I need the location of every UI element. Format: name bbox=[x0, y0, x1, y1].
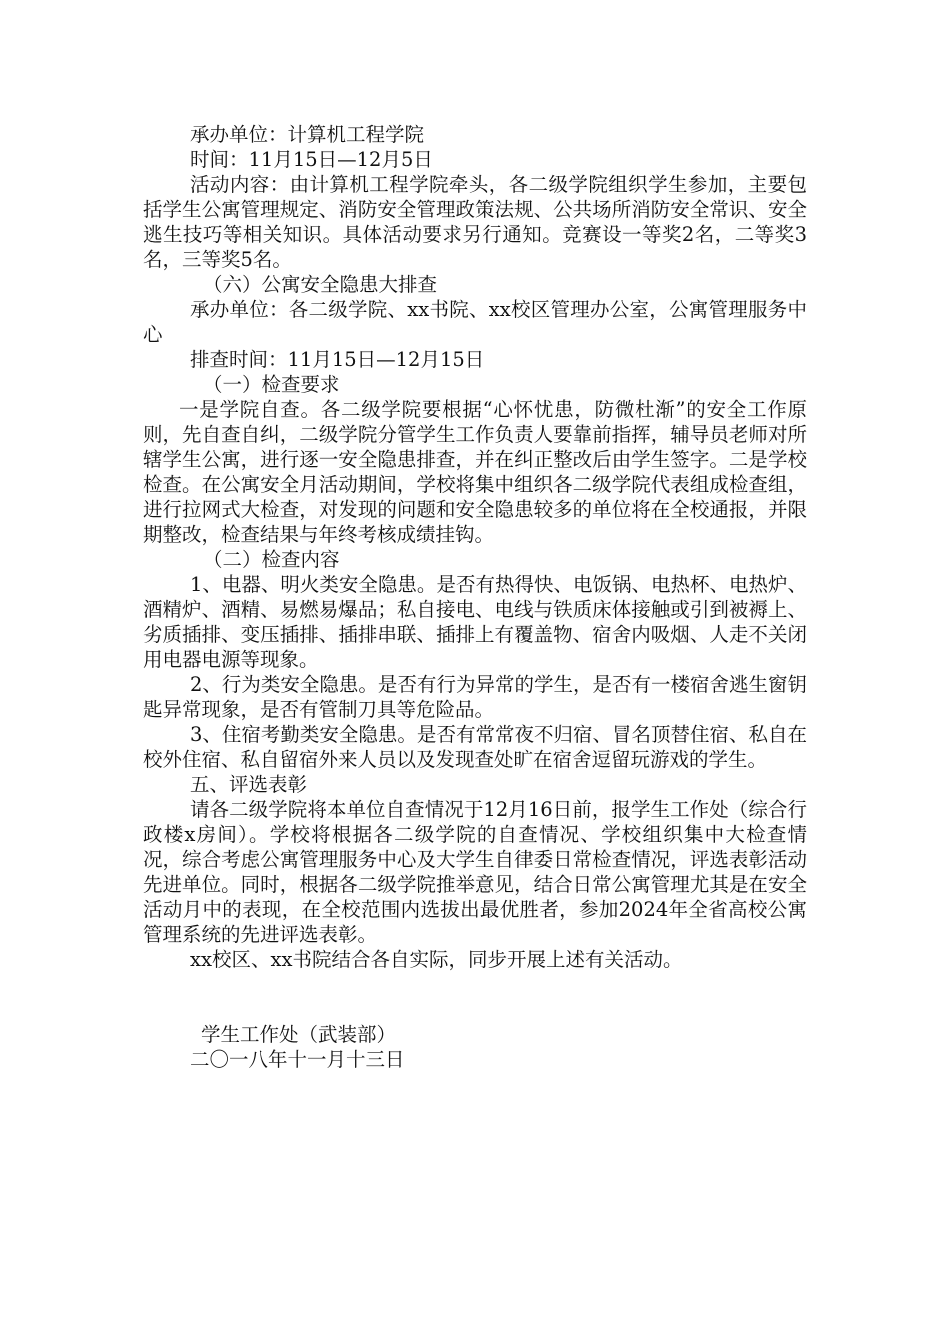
awards-paragraph: 请各二级学院将本单位自查情况于12月16日前，报学生工作处（综合行政楼x房间）。学校将根据各二级学院的自查情况、学校组织集中大检查情况，综合考虑公寓管理服务中心及大学生自律委日常检查情况，评选表彰活动先进单位。同时，根据各二级学院推举意见，结合日常公寓管理尤其是在安全活动月中的表现，在全校范围内选拔出最优胜者，参加2024年全省高校公寓管理系统的先进评选表彰。 bbox=[143, 798, 807, 946]
activity-content-paragraph: 活动内容：由计算机工程学院牵头，各二级学院组织学生参加，主要包括学生公寓管理规定、消防安全管理政策法规、公共场所消防安全常识、安全逃生技巧等相关知识。具体活动要求另行通知。竞赛设一等奖2名，二等奖3名，三等奖5名。 bbox=[143, 173, 807, 271]
time-line: 时间：11月15日—12月5日 bbox=[190, 148, 433, 171]
item-attendance-hazards: 3、住宿考勤类安全隐患。是否有常常夜不归宿、冒名顶替住宿、私自在校外住宿、私自留宿外来人员以及发现查处旷在宿舍逗留玩游戏的学生。 bbox=[143, 723, 807, 771]
requirements-paragraph: 一是学院自查。各二级学院要根据“心怀忧患，防微杜渐”的安全工作原则，先自查自纠，二级学院分管学生工作负责人要靠前指挥，辅导员老师对所辖学生公寓，进行逐一安全隐患排查，并在纠正整改后由学生签字。二是学校检查。在公寓安全月活动期间，学校将集中组织各二级学院代表组成检查组，进行拉网式大检查，对发现的问题和安全隐患较多的单位将在全校通报，并限期整改，检查结果与年终考核成绩挂钩。 bbox=[143, 398, 807, 546]
subheading-content: （二）检查内容 bbox=[203, 548, 340, 571]
signature-office: 学生工作处（武装部） bbox=[201, 1023, 397, 1046]
closing-line: xx校区、xx书院结合各自实际，同步开展上述有关活动。 bbox=[190, 948, 683, 971]
organizer-line: 承办单位：计算机工程学院 bbox=[190, 123, 425, 146]
inspection-organizer-line: 承办单位：各二级学院、xx书院、xx校区管理办公室，公寓管理服务中心 bbox=[143, 298, 807, 346]
section-heading-six: （六）公寓安全隐患大排查 bbox=[203, 273, 438, 296]
section-heading-five: 五、评选表彰 bbox=[190, 773, 308, 796]
signature-date: 二〇一八年十一月十三日 bbox=[190, 1048, 405, 1071]
item-behavior-hazards: 2、行为类安全隐患。是否有行为异常的学生，是否有一楼宿舍逃生窗钥匙异常现象，是否有管制刀具等危险品。 bbox=[143, 673, 807, 721]
subheading-requirements: （一）检查要求 bbox=[203, 373, 340, 396]
item-electrical-hazards: 1、电器、明火类安全隐患。是否有热得快、电饭锅、电热杯、电热炉、酒精炉、酒精、易燃易爆品；私自接电、电线与铁质床体接触或引到被褥上、劣质插排、变压插排、插排串联、插排上有覆盖物、宿舍内吸烟、人走不关闭用电器电源等现象。 bbox=[143, 573, 807, 671]
inspection-time-line: 排查时间：11月15日—12月15日 bbox=[190, 348, 485, 371]
document-body bbox=[143, 122, 807, 1072]
